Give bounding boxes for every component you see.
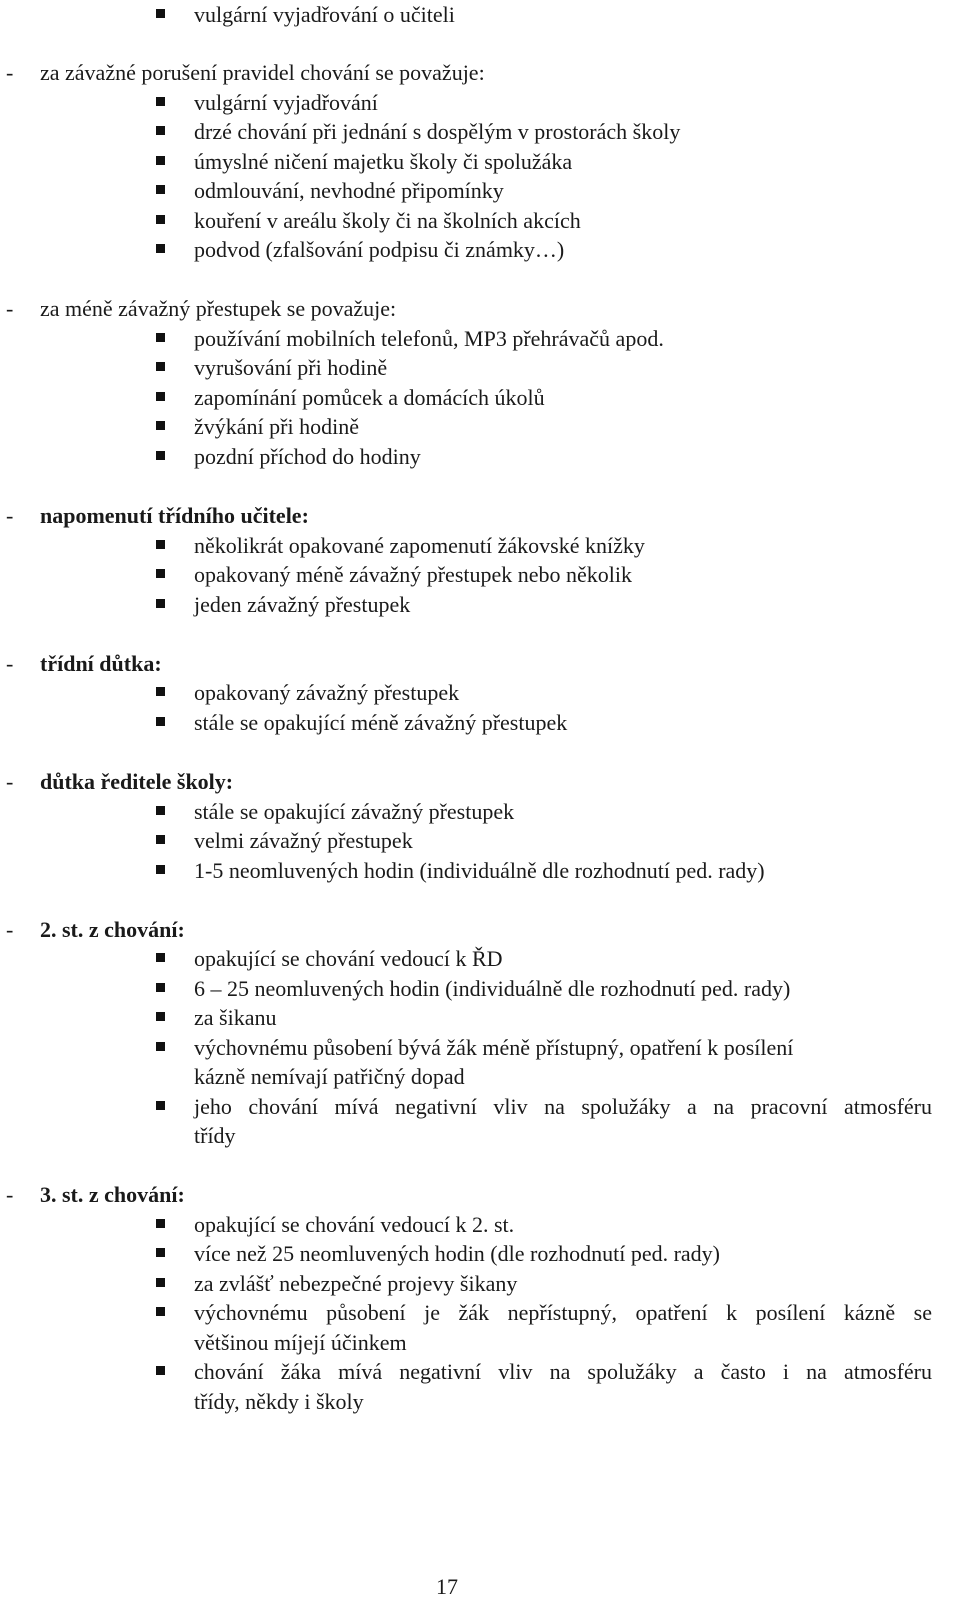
- section-dash: -: [6, 503, 14, 528]
- list-item: pozdní příchod do hodiny: [194, 444, 421, 469]
- section-heading: důtka ředitele školy:: [40, 769, 234, 794]
- list-item-continuation: většinou míjejí účinkem: [194, 1330, 407, 1355]
- section-heading: za závažné porušení pravidel chování se považuje:: [40, 60, 485, 85]
- list-item-text: chování žáka mívá negativní vliv na spolužáky a často i na atmosféru: [194, 1359, 932, 1384]
- bullet-marker: [156, 1366, 165, 1375]
- bullet-marker: [156, 953, 165, 962]
- bullet-marker: [156, 835, 165, 844]
- bullet-marker: [156, 392, 165, 401]
- section-dash: -: [6, 60, 14, 85]
- list-item: jeden závažný přestupek: [194, 592, 411, 617]
- list-item: několikrát opakované zapomenutí žákovské knížky: [194, 533, 645, 558]
- section-heading: za méně závažný přestupek se považuje:: [40, 296, 397, 321]
- section-heading: 2. st. z chování:: [40, 917, 185, 942]
- bullet-marker: [156, 1101, 165, 1110]
- list-item: více než 25 neomluvených hodin (dle rozhodnutí ped. rady): [194, 1241, 721, 1266]
- list-item: stále se opakující závažný přestupek: [194, 799, 515, 824]
- list-item: za šikanu: [194, 1005, 277, 1030]
- list-item: 1-5 neomluvených hodin (individuálně dle rozhodnutí ped. rady): [194, 858, 765, 883]
- bullet-marker: [156, 156, 165, 165]
- bullet-marker: [156, 1012, 165, 1021]
- bullet-marker: [156, 1307, 165, 1316]
- list-item: zapomínání pomůcek a domácích úkolů: [194, 385, 545, 410]
- list-item: stále se opakující méně závažný přestupek: [194, 710, 568, 735]
- bullet-marker: [156, 126, 165, 135]
- section-dash: -: [6, 769, 14, 794]
- list-item: za zvlášť nebezpečné projevy šikany: [194, 1271, 518, 1296]
- section-dash: -: [6, 1182, 14, 1207]
- bullet-marker: [156, 540, 165, 549]
- list-item: [194, 1298, 932, 1328]
- bullet-marker: [156, 97, 165, 106]
- list-item: kouření v areálu školy či na školních akcích: [194, 208, 581, 233]
- bullet-marker: [156, 215, 165, 224]
- list-item-continuation: kázně nemívají patřičný dopad: [194, 1064, 465, 1089]
- bullet-marker: [156, 569, 165, 578]
- section-dash: -: [6, 651, 14, 676]
- bullet-marker: [156, 1042, 165, 1051]
- list-item: používání mobilních telefonů, MP3 přehrávačů apod.: [194, 326, 664, 351]
- list-item: opakující se chování vedoucí k ŘD: [194, 946, 503, 971]
- bullet-marker: [156, 717, 165, 726]
- list-item: [194, 1357, 932, 1387]
- list-item-continuation: třídy: [194, 1123, 236, 1148]
- section-dash: -: [6, 917, 14, 942]
- bullet-marker: [156, 185, 165, 194]
- section-dash: -: [6, 296, 14, 321]
- list-item: výchovnému působení bývá žák méně přístupný, opatření k posílení: [194, 1035, 794, 1060]
- bullet-marker: [156, 983, 165, 992]
- bullet-marker: [156, 865, 165, 874]
- bullet-marker: [156, 687, 165, 696]
- list-item: vulgární vyjadřování o učiteli: [194, 2, 455, 27]
- bullet-marker: [156, 451, 165, 460]
- list-item: opakující se chování vedoucí k 2. st.: [194, 1212, 515, 1237]
- list-item: 6 – 25 neomluvených hodin (individuálně dle rozhodnutí ped. rady): [194, 976, 791, 1001]
- section-heading: 3. st. z chování:: [40, 1182, 185, 1207]
- list-item-text: výchovnému působení je žák nepřístupný, opatření k posílení kázně se: [194, 1300, 932, 1325]
- list-item: opakovaný méně závažný přestupek nebo několik: [194, 562, 633, 587]
- bullet-marker: [156, 9, 165, 18]
- list-item: odmlouvání, nevhodné připomínky: [194, 178, 504, 203]
- bullet-marker: [156, 599, 165, 608]
- list-item: vulgární vyjadřování: [194, 90, 378, 115]
- list-item: [194, 1092, 932, 1122]
- list-item: opakovaný závažný přestupek: [194, 680, 460, 705]
- section-heading: třídní důtka:: [40, 651, 162, 676]
- list-item: žvýkání při hodině: [194, 414, 359, 439]
- list-item-continuation: třídy, někdy i školy: [194, 1389, 364, 1414]
- bullet-marker: [156, 421, 165, 430]
- bullet-marker: [156, 806, 165, 815]
- list-item: drzé chování při jednání s dospělým v prostorách školy: [194, 119, 681, 144]
- list-item: vyrušování při hodině: [194, 355, 388, 380]
- bullet-marker: [156, 1278, 165, 1287]
- bullet-marker: [156, 1248, 165, 1257]
- bullet-marker: [156, 362, 165, 371]
- list-item: úmyslné ničení majetku školy či spolužáka: [194, 149, 573, 174]
- list-item-text: jeho chování mívá negativní vliv na spolužáky a na pracovní atmosféru: [194, 1094, 932, 1119]
- page-number: 17: [436, 1574, 458, 1599]
- section-heading: napomenutí třídního učitele:: [40, 503, 309, 528]
- bullet-marker: [156, 244, 165, 253]
- bullet-marker: [156, 333, 165, 342]
- bullet-marker: [156, 1219, 165, 1228]
- list-item: velmi závažný přestupek: [194, 828, 413, 853]
- list-item: podvod (zfalšování podpisu či známky…): [194, 237, 565, 262]
